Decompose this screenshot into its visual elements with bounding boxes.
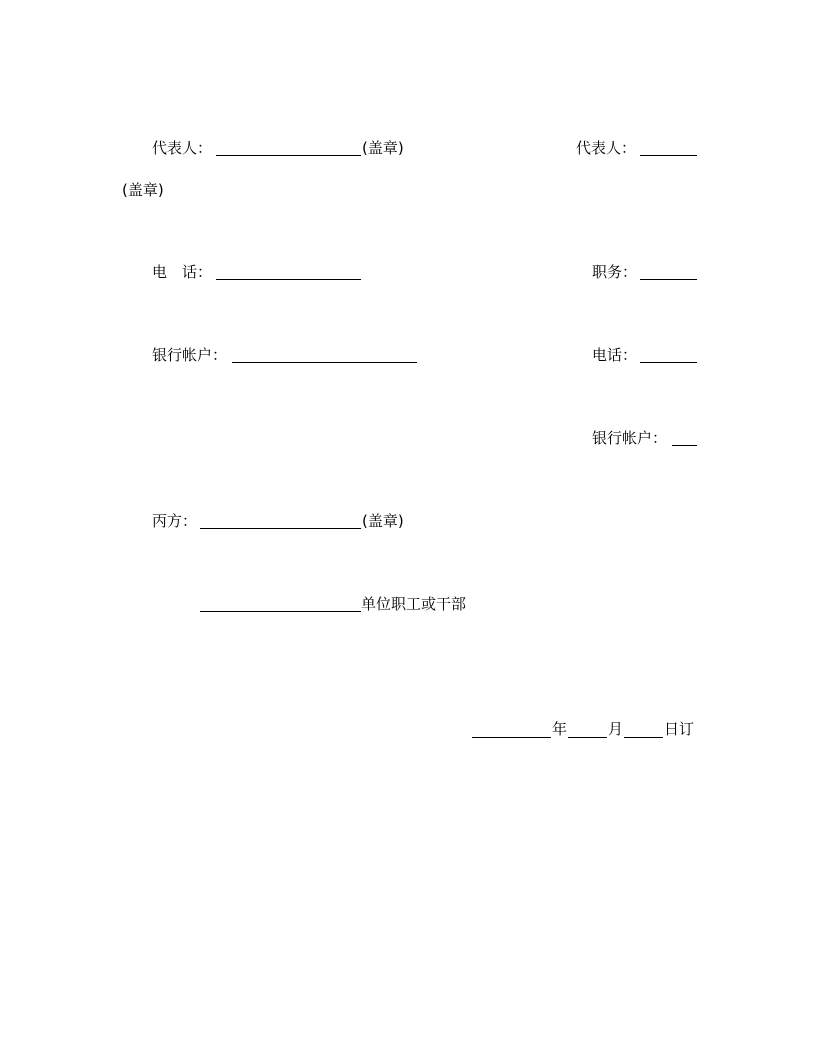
party-c-unit-blank — [200, 611, 361, 612]
party-b-representative-blank — [640, 155, 697, 156]
day-signed-label: 日订 — [664, 720, 695, 738]
party-a-phone-label: 电 话： — [152, 263, 213, 281]
party-b-position-label: 职务： — [592, 263, 638, 281]
party-b-bank-account-blank — [672, 445, 697, 446]
year-blank — [472, 737, 551, 738]
party-b-position-blank — [640, 279, 697, 280]
party-b-seal-wrapped: (盖章) — [122, 181, 164, 199]
party-c-label: 丙方： — [152, 512, 198, 530]
year-label: 年 — [552, 720, 568, 738]
party-a-bank-account-label: 银行帐户： — [152, 346, 228, 364]
party-b-phone-blank — [640, 362, 697, 363]
party-a-representative-blank — [216, 155, 361, 156]
party-c-blank — [200, 528, 361, 529]
party-a-phone-blank — [216, 279, 361, 280]
day-blank — [624, 737, 663, 738]
party-b-representative-label: 代表人： — [576, 139, 637, 157]
month-blank — [568, 737, 607, 738]
party-b-bank-account-label: 银行帐户： — [592, 429, 668, 447]
party-a-bank-account-blank — [232, 362, 417, 363]
party-c-unit-suffix: 单位职工或干部 — [361, 595, 467, 613]
party-a-representative-label: 代表人： — [152, 139, 213, 157]
month-label: 月 — [608, 720, 624, 738]
party-b-phone-label: 电话： — [592, 346, 638, 364]
party-c-seal: (盖章) — [362, 512, 404, 530]
party-a-seal: (盖章) — [362, 139, 404, 157]
